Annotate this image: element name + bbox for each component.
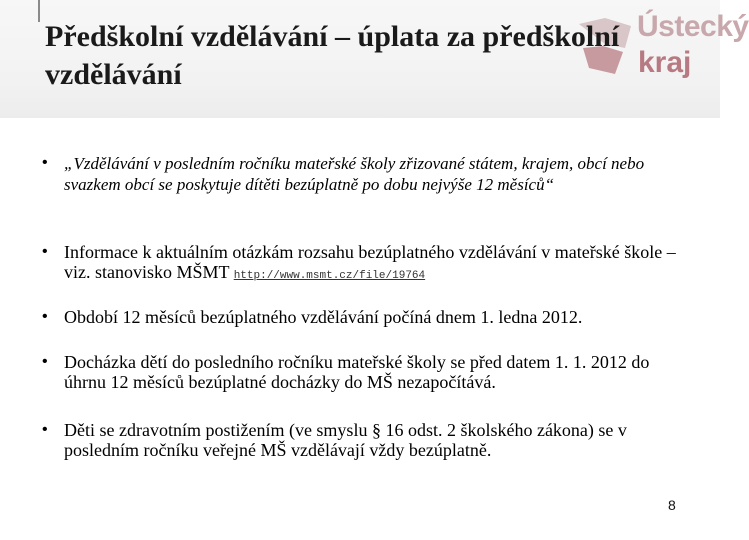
bullet-text: Informace k aktuálním otázkám rozsahu bezúplatného vzdělávání v mateřské škole – viz. stanovisko MŠMT (64, 242, 676, 282)
page-number: 8 (668, 497, 676, 513)
bullet-item (40, 420, 680, 460)
bullet-item (40, 242, 680, 286)
logo-text-line2: kraj (638, 46, 692, 79)
slide-title: Předškolní vzdělávání – úplata za předškolní vzdělávání (45, 20, 620, 91)
bullet-item (40, 352, 680, 392)
bullet-dot-icon: • (42, 154, 48, 171)
bullet-dot-icon: • (42, 421, 48, 438)
msmt-link[interactable]: http://www.msmt.cz/file/19764 (233, 270, 426, 282)
bullet-text: Děti se zdravotním postižením (ve smyslu § 16 odst. 2 školského zákona) se v posledním ročníku veřejné MŠ vzdělávají vždy bezúplatně. (64, 420, 627, 460)
bullet-text: Období 12 měsíců bezúplatného vzdělávání počíná dnem 1. ledna 2012. (64, 307, 583, 327)
header-accent-line (38, 0, 40, 22)
bullet-text: „Vzdělávání v posledním ročníku mateřské školy zřizované státem, krajem, obcí nebo svazkem obcí se poskytuje dítěti bezúplatně po dobu nejvýše 12 měsíců“ (64, 154, 645, 194)
bullet-text: Docházka dětí do posledního ročníku mateřské školy se před datem 1. 1. 2012 do úhrnu 12 měsíců bezúplatné docházky do MŠ nezapočítává. (64, 352, 650, 392)
bullet-dot-icon: • (42, 308, 48, 325)
bullet-dot-icon: • (42, 353, 48, 370)
bullet-item (40, 307, 582, 327)
logo-text-line1: Ústecký (637, 10, 749, 43)
bullet-dot-icon: • (42, 243, 48, 260)
bullet-item (40, 153, 680, 195)
